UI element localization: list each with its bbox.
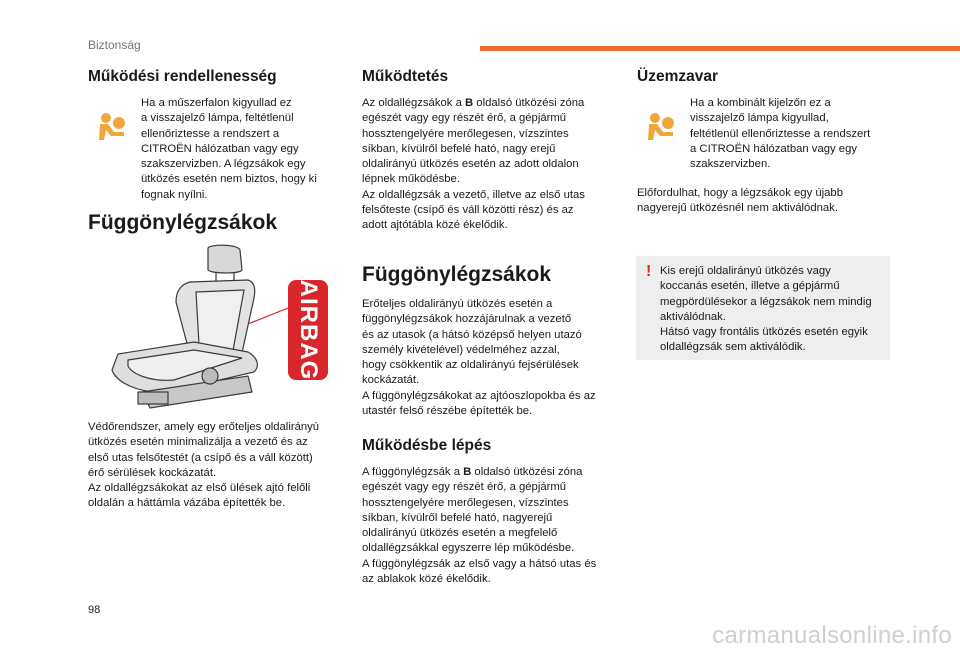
page-number: 98 — [88, 604, 101, 616]
status-text: Ha a kombinált kijelzőn ez a visszajelző lámpa kigyullad, feltétlenül ellenőriztesse a rendszert a CITROËN hálózatban vagy egy szakszervizben. — [690, 97, 871, 171]
curtain-heading-left: Függönylégzsákok — [88, 211, 278, 234]
header-accent-bar — [480, 46, 960, 51]
activation-text: A függönylégzsák a B oldalsó ütközési zóna egészét vagy egy részét érő, a gépjármű hossztengelyére merőlegesen, vízszintes síkban, kívülről befelé ható, nagyerejű oldalirányú ütközés esetén a megfelelő oldallégzsákkal egyszerre lép működésbe. A függönylégzsák az első vagy a hátsó utas és az ablakok közé ékelődik. — [362, 466, 597, 586]
warning-exclamation-icon: ! — [646, 263, 652, 280]
activation-heading: Működésbe lépés — [362, 437, 492, 454]
airbag-description: Védőrendszer, amely egy erőteljes oldalirányú ütközés esetén minimalizálja a vezető és az első utas felsőtestét (a csípő és a váll között) érő sérülések kockázatát. Az oldallégzsákokat az első ülések ajtó felőli oldalán a háttámla vázába építették be. — [88, 421, 320, 510]
warning-text: Kis erejű oldalirányú ütközés vagy koccanás esetén, illetve a gépjármű megpördülésekor a légzsákok nem mindig aktiválódnak. Hátsó vagy frontális ütközés esetén egyik oldallégzsák sem aktiválódik. — [660, 265, 872, 354]
fault-heading: Működési rendellenesség — [88, 68, 277, 85]
note-text: Előfordulhat, hogy a légzsákok egy újabb nagyerejű ütközésnél nem aktiválódnak. — [637, 187, 843, 215]
curtain-heading: Függönylégzsákok — [362, 263, 552, 286]
curtain-text: Erőteljes oldalirányú ütközés esetén a függönylégzsákok hozzájárulnak a vezető és az utasok (a hátsó középső helyen utazó személy kivételével) védelméhez azzal, hogy csökkentik az oldalirányú fejsérülések kockázatát. A függönylégzsákokat az ajtóoszlopokba és az utastér felső részébe építették be. — [362, 298, 596, 418]
airbag-label-badge — [288, 280, 328, 380]
operation-text: Az oldallégzsákok a B oldalsó ütközési zóna egészét vagy egy részét érő, a gépjármű hossztengelyére merőlegesen, vízszintes síkban, kívülről befelé ható, nagy erejű oldalirányú ütközés esetén az adott oldalon lépnek működésbe. Az oldallégzsák a vezető, illetve az első utas felsőteste (csípő és váll közötti rész) és az adott ajtótábla közé ékelődik. — [362, 97, 585, 232]
airbag-warning-lamp-icon — [94, 110, 132, 142]
status-heading: Üzemzavar — [637, 68, 718, 85]
airbag-label-text: AIRBAG — [295, 279, 322, 381]
watermark: carmanualsonline.info — [712, 622, 952, 649]
operation-heading: Működtetés — [362, 68, 449, 85]
fault-text: Ha a műszerfalon kigyullad ez a visszajelző lámpa, feltétlenül ellenőriztesse a rendszert a CITROËN hálózatban vagy egy szakszervizben. A légzsákok egy ütközés esetén nem biztos, hogy ki fognak nyílni. — [141, 97, 317, 201]
section-title: Biztonság — [88, 38, 141, 52]
airbag-status-lamp-icon — [643, 110, 681, 142]
